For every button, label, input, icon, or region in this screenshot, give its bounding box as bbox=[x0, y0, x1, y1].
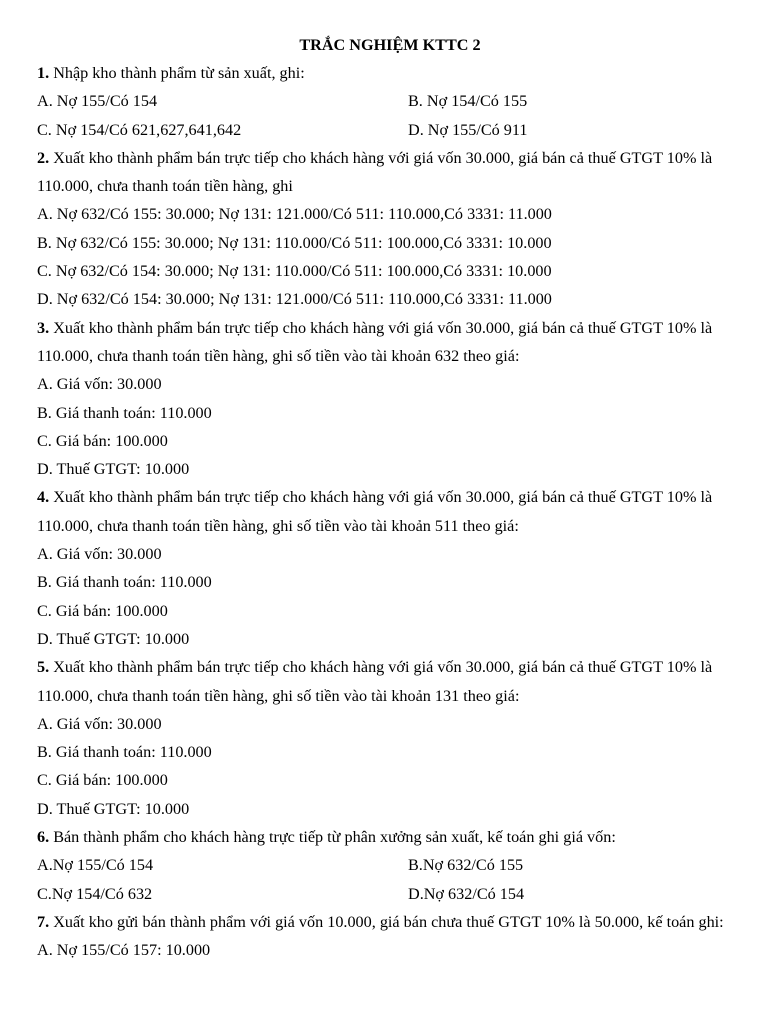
option-a: A.Nợ 155/Có 154 bbox=[37, 856, 154, 875]
option-c: C. Giá bán: 100.000 bbox=[37, 771, 168, 790]
option-b: B. Nợ 632/Có 155: 30.000; Nợ 131: 110.000/Có 511: 100.000,Có 3331: 10.000 bbox=[37, 233, 552, 252]
question-4 bbox=[37, 483, 727, 653]
option-c: C. Giá bán: 100.000 bbox=[37, 431, 168, 450]
option-a: A. Nợ 155/Có 157: 10.000 bbox=[37, 941, 211, 960]
option-d: D. Nợ 632/Có 154: 30.000; Nợ 131: 121.000/Có 511: 110.000,Có 3331: 11.000 bbox=[37, 290, 552, 309]
option-d: D.Nợ 632/Có 154 bbox=[408, 884, 525, 903]
question-number: 6. bbox=[37, 828, 50, 847]
document-title: TRẮC NGHIỆM KTTC 2 bbox=[299, 36, 481, 54]
option-b: B. Giá thanh toán: 110.000 bbox=[37, 743, 212, 762]
question-text bbox=[37, 314, 727, 371]
option-a: A. Giá vốn: 30.000 bbox=[37, 375, 162, 394]
option-b: B. Giá thanh toán: 110.000 bbox=[37, 573, 212, 592]
option-row bbox=[37, 87, 727, 115]
question-text bbox=[37, 908, 727, 936]
option-a: A. Giá vốn: 30.000 bbox=[37, 714, 162, 733]
question-body: Xuất kho thành phẩm bán trực tiếp cho khách hàng với giá vốn 30.000, giá bán cả thuế GTGT 10% là 110.000, chưa thanh toán tiền hàng, ghi số tiền vào tài khoản 131 theo giá: bbox=[37, 658, 713, 705]
question-text bbox=[37, 483, 727, 540]
option-c: C. Nợ 154/Có 621,627,641,642 bbox=[37, 120, 242, 139]
question-2 bbox=[37, 144, 727, 314]
option-row bbox=[37, 880, 727, 908]
option-row bbox=[37, 116, 727, 144]
question-text bbox=[37, 823, 727, 851]
question-number: 1. bbox=[37, 64, 50, 82]
option-a: A. Giá vốn: 30.000 bbox=[37, 545, 162, 564]
option-d: D. Thuế GTGT: 10.000 bbox=[37, 629, 190, 648]
question-text bbox=[37, 653, 727, 710]
question-number: 5. bbox=[37, 658, 50, 677]
question-number: 7. bbox=[37, 912, 50, 931]
option-c: C. Nợ 632/Có 154: 30.000; Nợ 131: 110.000/Có 511: 100.000,Có 3331: 10.000 bbox=[37, 262, 552, 281]
question-text bbox=[37, 144, 727, 201]
document-page bbox=[37, 31, 727, 965]
option-row bbox=[37, 851, 727, 879]
question-6 bbox=[37, 823, 727, 908]
question-3 bbox=[37, 314, 727, 484]
option-a: A. Nợ 155/Có 154 bbox=[37, 92, 158, 111]
question-1 bbox=[37, 59, 727, 144]
question-body: Xuất kho gửi bán thành phẩm với giá vốn 10.000, giá bán chưa thuế GTGT 10% là 50.000, kế toán ghi: bbox=[49, 912, 724, 931]
option-d: D. Nợ 155/Có 911 bbox=[408, 120, 528, 139]
question-text bbox=[37, 59, 727, 87]
option-b: B.Nợ 632/Có 155 bbox=[408, 856, 524, 875]
option-c: C. Giá bán: 100.000 bbox=[37, 601, 168, 620]
option-d: D. Thuế GTGT: 10.000 bbox=[37, 799, 190, 818]
option-a: A. Nợ 632/Có 155: 30.000; Nợ 131: 121.000/Có 511: 110.000,Có 3331: 11.000 bbox=[37, 205, 552, 224]
question-body: Bán thành phẩm cho khách hàng trực tiếp từ phân xưởng sản xuất, kế toán ghi giá vốn: bbox=[49, 828, 616, 847]
question-body: Xuất kho thành phẩm bán trực tiếp cho khách hàng với giá vốn 30.000, giá bán cả thuế GTGT 10% là 110.000, chưa thanh toán tiền hàng, ghi số tiền vào tài khoản 632 theo giá: bbox=[37, 318, 713, 365]
question-number: 4. bbox=[37, 488, 50, 507]
question-body: Nhập kho thành phẩm từ sản xuất, ghi: bbox=[49, 64, 305, 82]
option-b: B. Nợ 154/Có 155 bbox=[408, 92, 528, 111]
option-c: C.Nợ 154/Có 632 bbox=[37, 884, 153, 903]
question-number: 2. bbox=[37, 148, 50, 167]
question-body: Xuất kho thành phẩm bán trực tiếp cho khách hàng với giá vốn 30.000, giá bán cả thuế GTGT 10% là 110.000, chưa thanh toán tiền hàng, ghi bbox=[37, 148, 713, 196]
option-b: B. Giá thanh toán: 110.000 bbox=[37, 403, 212, 422]
question-body: Xuất kho thành phẩm bán trực tiếp cho khách hàng với giá vốn 30.000, giá bán cả thuế GTGT 10% là 110.000, chưa thanh toán tiền hàng, ghi số tiền vào tài khoản 511 theo giá: bbox=[37, 488, 713, 535]
question-7 bbox=[37, 908, 727, 965]
question-5 bbox=[37, 653, 727, 823]
option-d: D. Thuế GTGT: 10.000 bbox=[37, 460, 190, 479]
question-number: 3. bbox=[37, 318, 50, 337]
